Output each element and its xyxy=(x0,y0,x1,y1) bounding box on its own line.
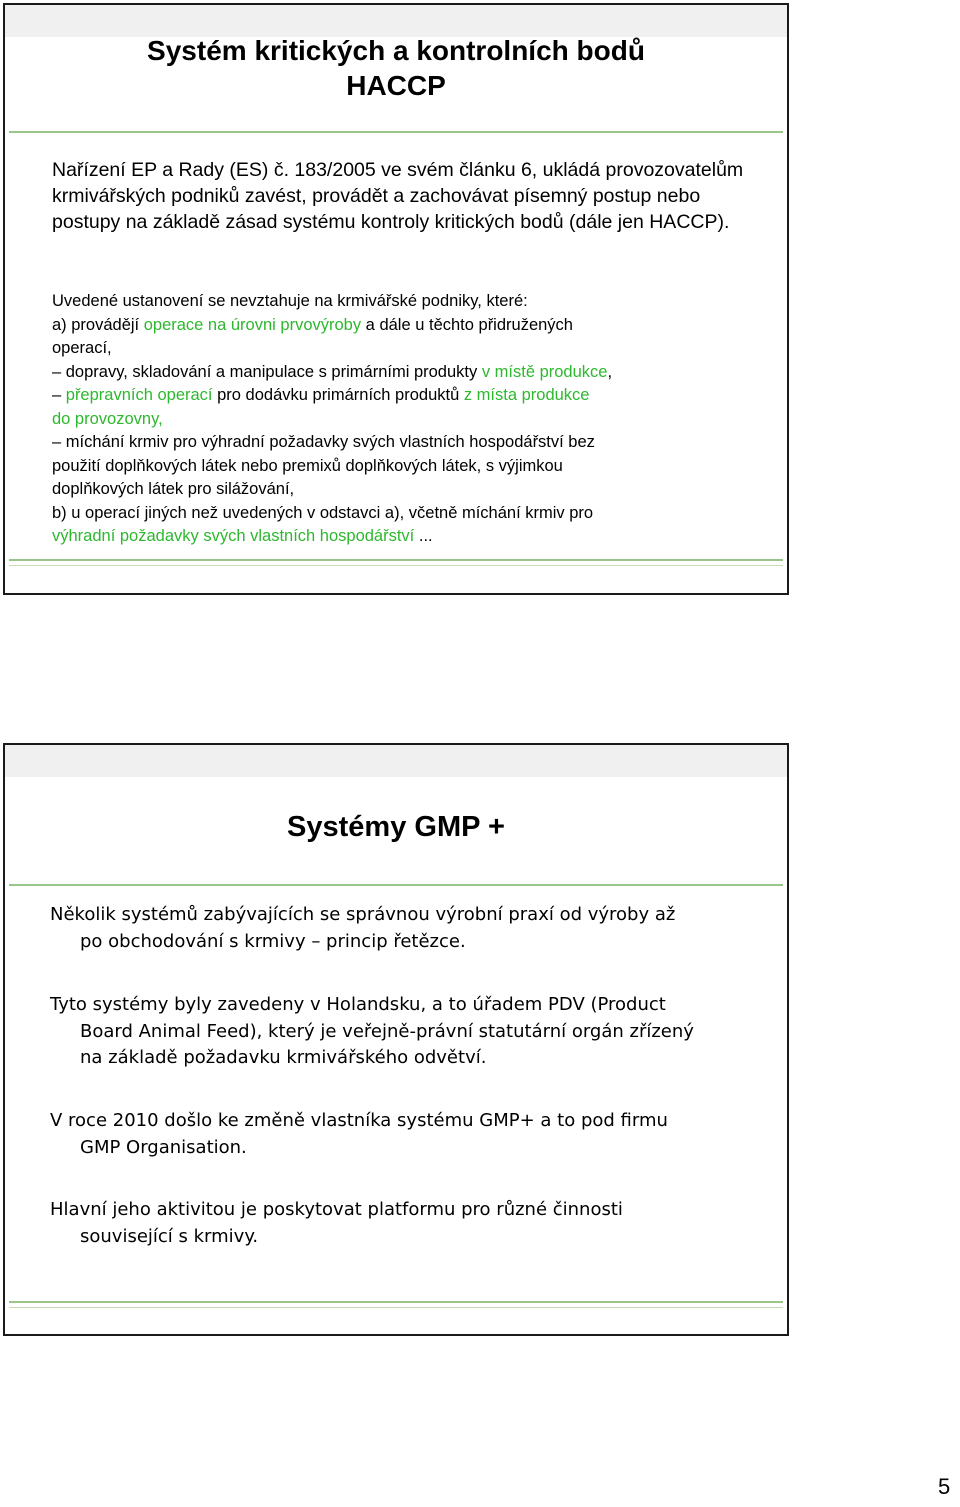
footer-divider-2 xyxy=(9,1307,783,1308)
footer-divider xyxy=(9,559,783,561)
item-a-highlight: operace na úrovni prvovýroby xyxy=(143,315,362,334)
dash-item-3-l2: použití doplňkových látek nebo premixů doplňkových látek, s výjimkou xyxy=(52,456,563,475)
paragraph-4-line-1: Hlavní jeho aktivitou je poskytovat platformu pro různé činnosti xyxy=(50,1199,623,1220)
slide-title-text: Systém kritických a kontrolních bodů HACCP xyxy=(147,35,645,101)
paragraph-2 xyxy=(50,992,770,1072)
item-a-cont: operací, xyxy=(52,339,112,357)
paragraph-3-line-2: GMP Organisation. xyxy=(80,1136,247,1158)
paragraph-2-line-1: Tyto systémy byly zavedeny v Holandsku, a to úřadem PDV (Product xyxy=(50,994,666,1015)
paragraph-4-line-2: související s krmivy. xyxy=(80,1225,259,1247)
slide-haccp xyxy=(3,3,789,595)
dash-item-1-end: , xyxy=(607,362,613,381)
paragraph-2-line-3: na základě požadavku krmivářského odvětví. xyxy=(80,1047,487,1068)
dash-item-1-text: – dopravy, skladování a manipulace s primárními produkty xyxy=(52,362,482,381)
slide-title: Systémy GMP + xyxy=(287,811,505,843)
item-b-l1: b) u operací jiných než uvedených v odstavci a), včetně míchání krmiv pro xyxy=(52,503,594,522)
paragraph-2-line-2: Board Animal Feed), který je veřejně-právní statutární orgán zřízený xyxy=(80,1020,694,1042)
intro-paragraph: Nařízení EP a Rady (ES) č. 183/2005 ve svém článku 6, ukládá provozovatelům krmivářských podniků zavést, provádět a zachovávat písemný postup nebo postupy na základě zásad systému kontroly kritických bodů (dále jen HACCP). xyxy=(52,159,744,233)
page-number: 5 xyxy=(938,1474,951,1499)
item-b-l2 xyxy=(52,525,762,549)
dash-item-3-l1: – míchání krmiv pro výhradní požadavky svých vlastních hospodářství bez xyxy=(52,433,595,451)
dash-item-2-dash: – xyxy=(52,386,66,404)
footer-divider xyxy=(9,1301,783,1303)
exemptions-text xyxy=(52,290,762,549)
slide-top-band xyxy=(5,745,787,777)
paragraph-1 xyxy=(50,902,770,955)
item-b-end: ... xyxy=(414,527,433,545)
dash-item-1-highlight: v místě produkce xyxy=(481,362,608,381)
paragraph-1-line-1: Několik systémů zabývajících se správnou výrobní praxí od výroby až xyxy=(50,904,676,925)
dash-item-1 xyxy=(52,361,762,385)
dash-item-2-highlight: přepravních operací xyxy=(65,386,213,404)
item-b-highlight: výhradní požadavky svých vlastních hospodářství xyxy=(52,527,415,545)
dash-item-2-mid: pro dodávku primárních produktů xyxy=(212,386,464,404)
dash-item-2-cont: do provozovny, xyxy=(52,409,163,428)
item-a-suffix: a dále u těchto přidružených xyxy=(361,315,573,334)
item-a xyxy=(52,314,762,338)
slide-title xyxy=(5,33,787,103)
slide-gmp xyxy=(3,743,789,1336)
item-a-prefix: a) provádějí xyxy=(52,315,144,334)
dash-item-2-highlight-2: z místa produkce xyxy=(463,386,590,404)
dash-item-2 xyxy=(52,384,762,408)
dash-item-3-l3: doplňkových látek pro silážování, xyxy=(52,480,295,498)
paragraph-4 xyxy=(50,1197,770,1250)
paragraph-1-line-2: po obchodování s krmivy – princip řetězce. xyxy=(80,930,466,952)
paragraph-3 xyxy=(50,1108,770,1161)
title-divider xyxy=(9,131,783,133)
footer-divider-2 xyxy=(9,565,783,566)
title-divider xyxy=(9,884,783,886)
exemptions-lead: Uvedené ustanovení se nevztahuje na krmivářské podniky, které: xyxy=(52,292,528,310)
paragraph-3-line-1: V roce 2010 došlo ke změně vlastníka systému GMP+ a to pod firmu xyxy=(50,1110,668,1131)
